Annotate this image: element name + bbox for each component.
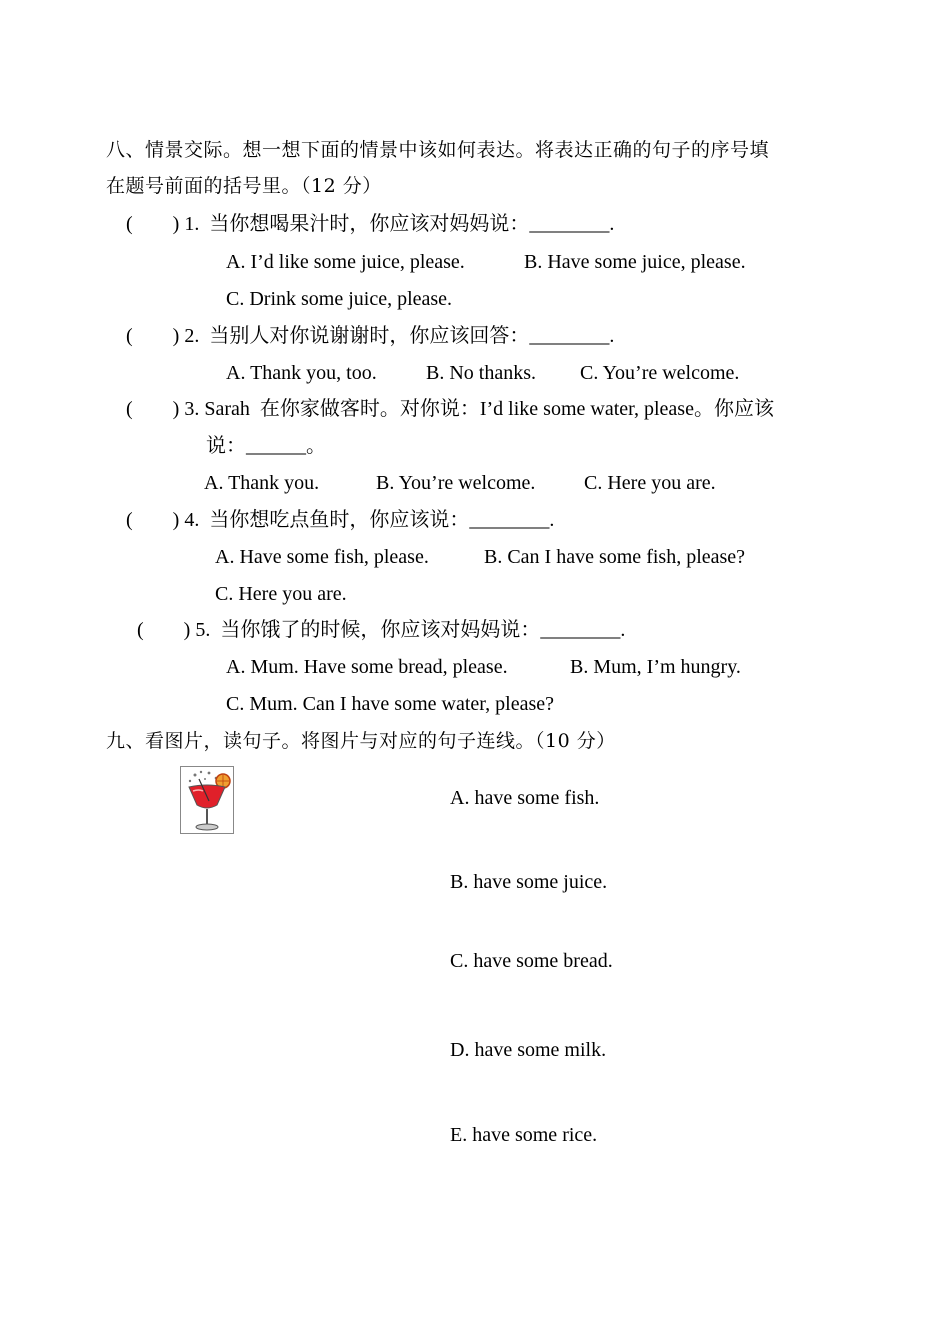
question-4-stem: ( ) 4. 当你想吃点鱼时，你应该说：________. bbox=[126, 509, 555, 531]
question-3-option-a: A. Thank you. bbox=[204, 472, 320, 494]
question-5-stem: ( ) 5. 当你饿了的时候，你应该对妈妈说：________. bbox=[137, 619, 626, 641]
match-sentence-e: E. have some rice. bbox=[450, 1124, 598, 1146]
section8-title-line1: 八、情景交际。想一想下面的情景中该如何表达。将表达正确的句子的序号填 bbox=[106, 139, 770, 161]
section8-title-line2: 在题号前面的括号里。（12 分） bbox=[106, 175, 382, 197]
question-2-option-a: A. Thank you, too. bbox=[226, 362, 377, 384]
question-1-option-a: A. I’d like some juice, please. bbox=[226, 251, 465, 273]
question-3-stem-continued: 说：______。 bbox=[206, 435, 326, 457]
question-2-option-b: B. No thanks. bbox=[426, 362, 536, 384]
question-4-option-b: B. Can I have some fish, please? bbox=[484, 546, 746, 568]
question-4-option-a: A. Have some fish, please. bbox=[215, 546, 429, 568]
match-sentence-a: A. have some fish. bbox=[450, 787, 600, 809]
question-3-option-c: C. Here you are. bbox=[584, 472, 716, 494]
question-1-stem: ( ) 1. 当你想喝果汁时，你应该对妈妈说：________. bbox=[126, 213, 615, 235]
juice-glass-icon bbox=[180, 766, 234, 834]
match-sentence-b: B. have some juice. bbox=[450, 871, 608, 893]
section9-title: 九、看图片，读句子。将图片与对应的句子连线。（10 分） bbox=[106, 730, 616, 752]
match-sentence-c: C. have some bread. bbox=[450, 950, 613, 972]
question-2-option-c: C. You’re welcome. bbox=[580, 362, 740, 384]
question-5-option-b: B. Mum, I’m hungry. bbox=[570, 656, 741, 678]
question-1-option-b: B. Have some juice, please. bbox=[524, 251, 746, 273]
question-1-option-c: C. Drink some juice, please. bbox=[226, 288, 453, 310]
question-2-stem: ( ) 2. 当别人对你说谢谢时，你应该回答：________. bbox=[126, 325, 615, 347]
question-5-option-c: C. Mum. Can I have some water, please? bbox=[226, 693, 554, 715]
question-5-option-a: A. Mum. Have some bread, please. bbox=[226, 656, 508, 678]
question-3-option-b: B. You’re welcome. bbox=[376, 472, 536, 494]
question-3-stem: ( ) 3. Sarah 在你家做客时。对你说：I’d like some water, please。你应该 bbox=[126, 398, 774, 420]
question-4-option-c: C. Here you are. bbox=[215, 583, 347, 605]
match-sentence-d: D. have some milk. bbox=[450, 1039, 607, 1061]
